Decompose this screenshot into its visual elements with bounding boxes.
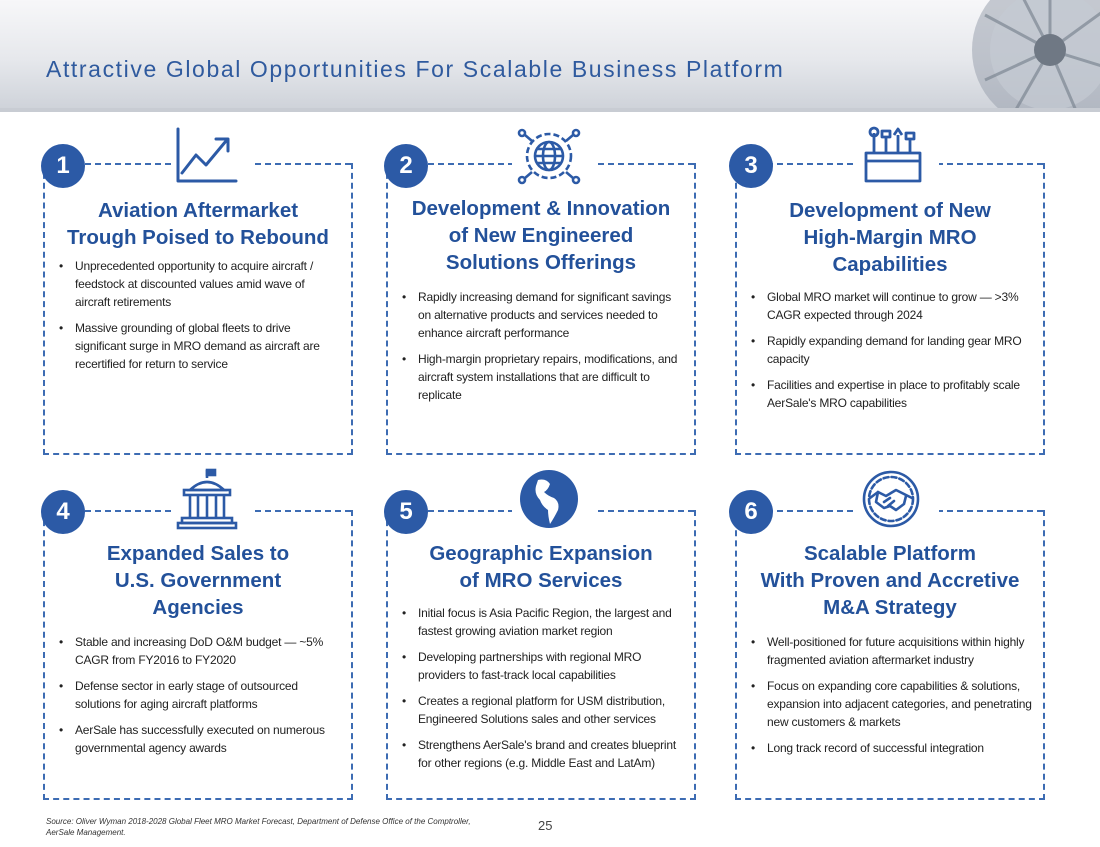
source-note: Source: Oliver Wyman 2018-2028 Global Fleet MRO Market Forecast, Department of Defense Office of the Comptroller, AerSale Management. [46, 817, 471, 837]
bullet-item: • Strengthens AerSale's brand and creates blueprint for other regions (e.g. Middle East and LatAm) [398, 736, 684, 772]
bullet-item: • AerSale has successfully executed on numerous governmental agency awards [55, 721, 341, 757]
bullet-list [398, 288, 684, 404]
bullet-item: • Initial focus is Asia Pacific Region, the largest and fastest growing aviation market region [398, 604, 684, 640]
bullet-item: • Defense sector in early stage of outsourced solutions for aging aircraft platforms [55, 677, 341, 713]
header-divider [0, 108, 1100, 112]
card-heading: Development of New High-Margin MRO Capabilities [789, 199, 991, 276]
bullet-item: • Long track record of successful integration [747, 739, 1033, 757]
bullet-item: • Creates a regional platform for USM distribution, Engineered Solutions sales and other services [398, 692, 684, 728]
opportunity-card-5 [386, 510, 696, 800]
bullet-item: • Unprecedented opportunity to acquire aircraft / feedstock at discounted values amid wave of aircraft retirements [55, 257, 341, 311]
bullet-item: • Rapidly increasing demand for significant savings on alternative products and services needed to enhance aircraft performance [398, 288, 684, 342]
card-number-badge: 3 [729, 144, 773, 188]
bullet-item: • Focus on expanding core capabilities & solutions, expansion into adjacent categories, and penetrating new customers & markets [747, 677, 1033, 731]
opportunity-card-1 [43, 163, 353, 455]
americas-globe-icon [514, 468, 584, 530]
bullet-list [747, 288, 1033, 412]
card-number-badge: 1 [41, 144, 85, 188]
opportunity-card-2 [386, 163, 696, 455]
bullet-list [747, 633, 1033, 757]
bullet-list [55, 633, 341, 757]
card-number-badge: 2 [384, 144, 428, 188]
opportunity-card-3 [735, 163, 1045, 455]
bullet-item: • Stable and increasing DoD O&M budget — ~5% CAGR from FY2016 to FY2020 [55, 633, 341, 669]
bullet-list [55, 257, 341, 373]
page-title: Attractive Global Opportunities For Scalable Business Platform [46, 56, 785, 82]
handshake-icon [856, 468, 926, 530]
bullet-item: • Global MRO market will continue to grow — >3% CAGR expected through 2024 [747, 288, 1033, 324]
bullet-list [398, 604, 684, 772]
bullet-item: • High-margin proprietary repairs, modifications, and aircraft system installations that are difficult to replicate [398, 350, 684, 404]
page-number: 25 [538, 818, 553, 833]
opportunity-card-4 [43, 510, 353, 800]
card-heading: Aviation Aftermarket Trough Poised to Rebound [67, 199, 329, 249]
card-heading: Development & Innovation of New Engineered Solutions Offerings [411, 197, 671, 274]
card-heading: Expanded Sales to U.S. Government Agencies [106, 542, 290, 619]
trending-up-chart-icon [172, 125, 242, 187]
card-number-badge: 5 [384, 490, 428, 534]
bullet-item: • Massive grounding of global fleets to drive significant surge in MRO demand as aircraft are recertified for return to service [55, 319, 341, 373]
bullet-item: • Well-positioned for future acquisitions within highly fragmented aviation aftermarket industry [747, 633, 1033, 669]
jet-engine-icon [930, 0, 1100, 108]
card-heading: Geographic Expansion of MRO Services [429, 542, 653, 592]
card-number-badge: 4 [41, 490, 85, 534]
toolbox-icon [858, 125, 928, 187]
globe-gear-icon [514, 125, 584, 187]
bullet-item: • Rapidly expanding demand for landing gear MRO capacity [747, 332, 1033, 368]
bullet-item: • Developing partnerships with regional MRO providers to fast-track local capabilities [398, 648, 684, 684]
opportunity-card-6 [735, 510, 1045, 800]
bullet-item: • Facilities and expertise in place to profitably scale AerSale's MRO capabilities [747, 376, 1033, 412]
header-banner [0, 0, 1100, 108]
government-building-icon [172, 468, 242, 530]
card-number-badge: 6 [729, 490, 773, 534]
card-heading: Scalable Platform With Proven and Accretive M&A Strategy [760, 542, 1020, 619]
